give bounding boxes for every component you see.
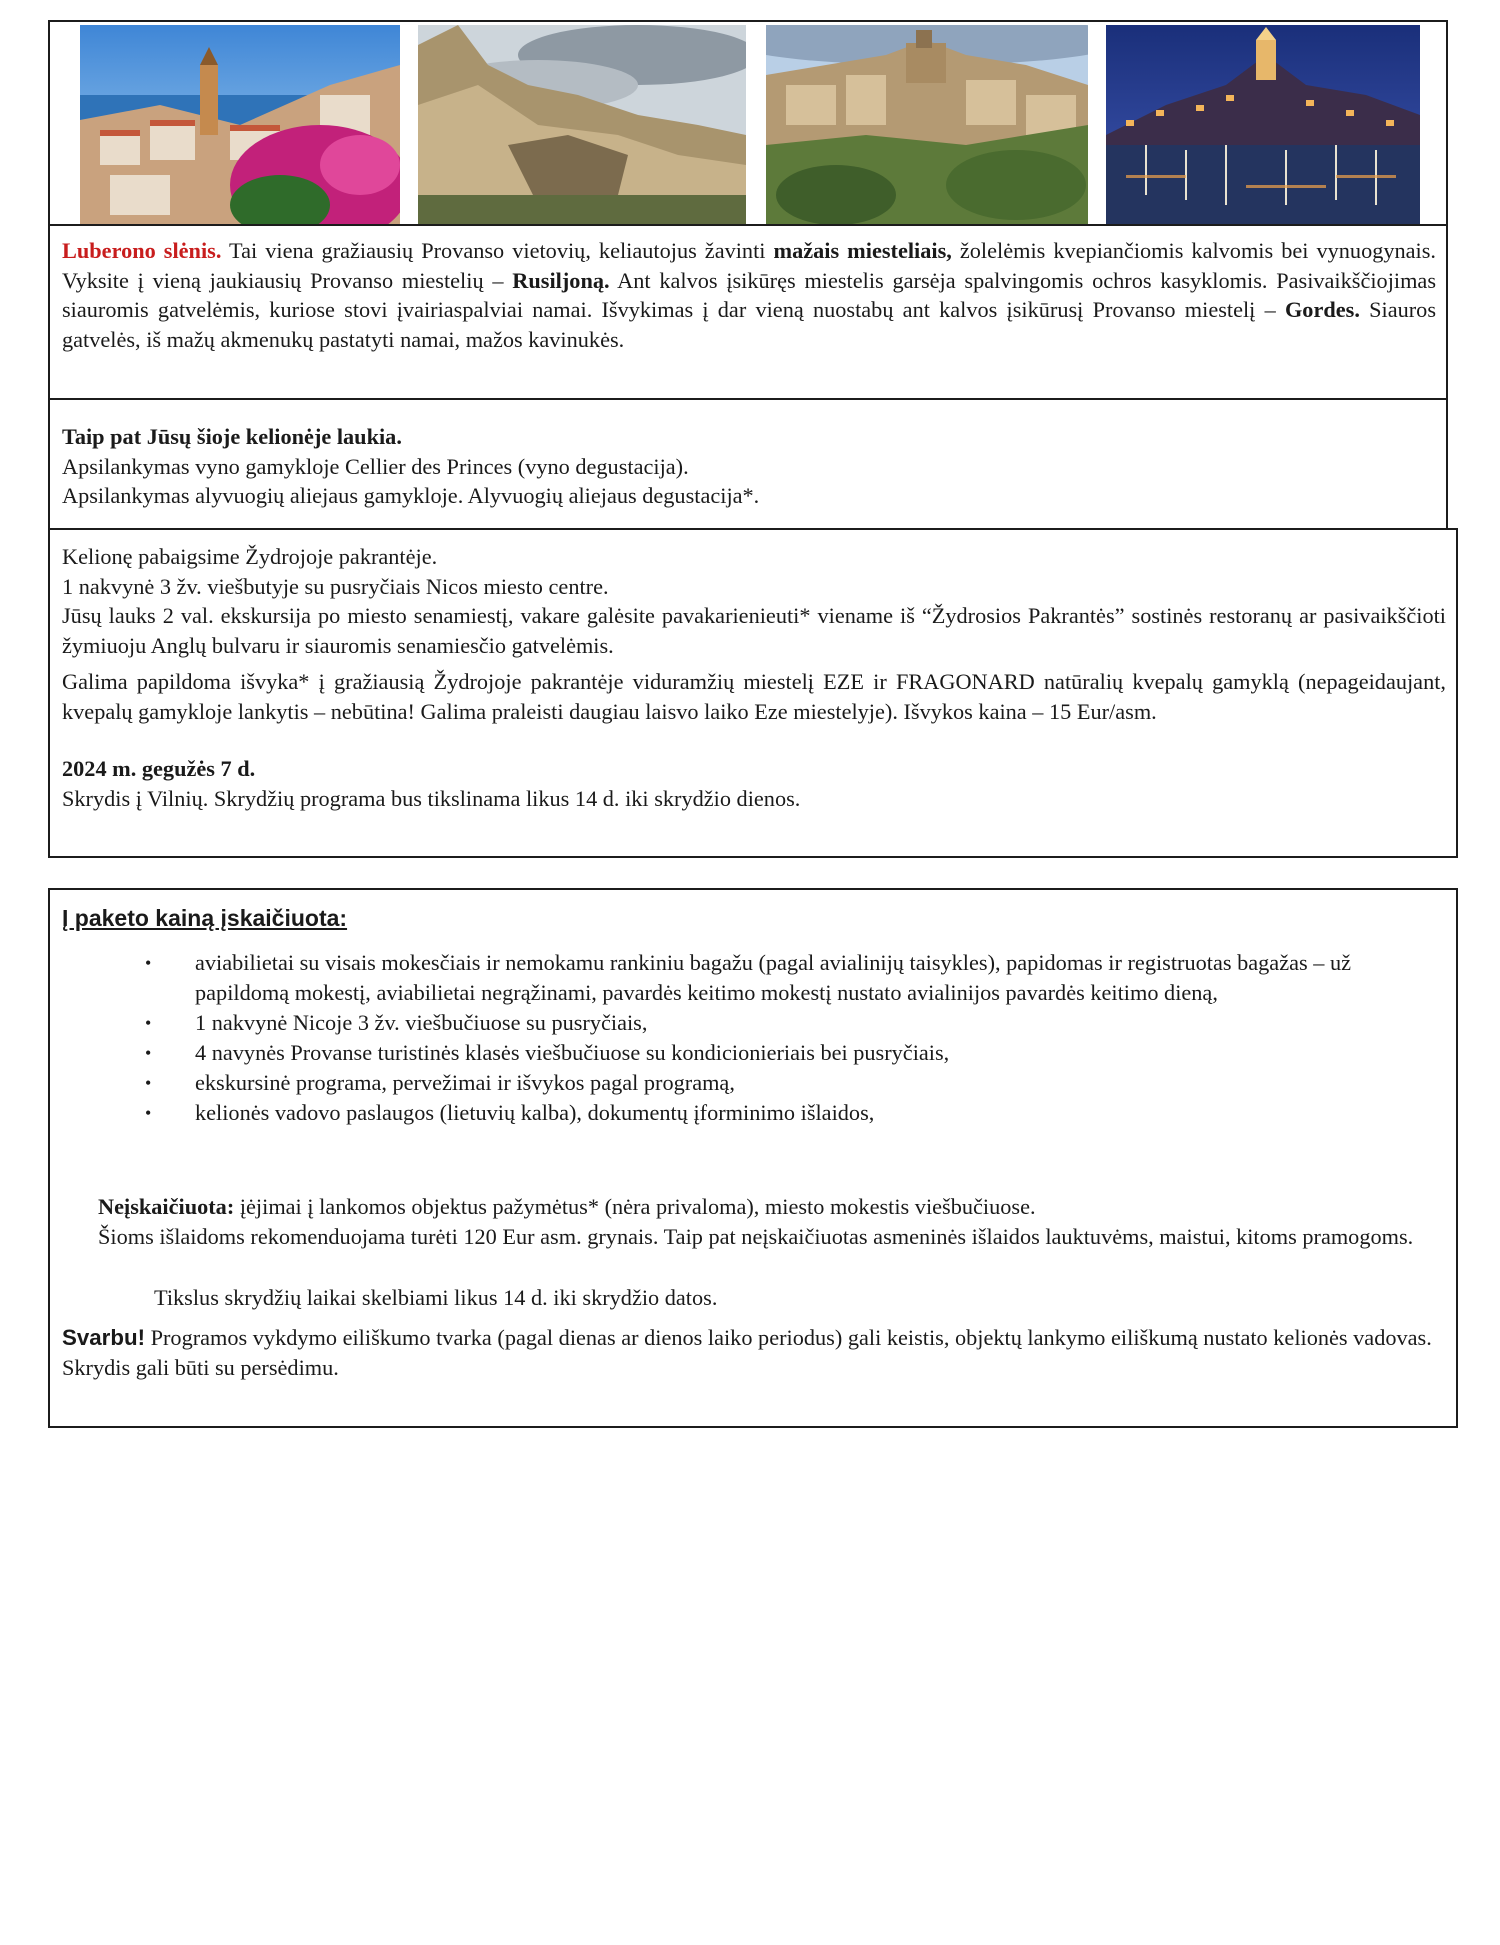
also-line-wine: Apsilankymas vyno gamykloje Cellier des Princes (vyno degustacija). — [62, 453, 689, 479]
also-heading: Taip pat Jūsų šioje kelionėje laukia. — [62, 424, 402, 449]
hilltop-village-photo — [766, 25, 1088, 225]
luberon-bold-towns: mažais miesteliais, — [773, 238, 952, 263]
nice-content — [62, 542, 1446, 813]
nice-line-end: Kelionę pabaigsime Žydrojoje pakrantėje. — [62, 544, 438, 569]
list-item — [145, 1038, 1405, 1068]
nice-date: 2024 m. gegužės 7 d. — [62, 756, 256, 781]
list-item — [145, 948, 1405, 1008]
list-item-text: kelionės vadovo paslaugos (lietuvių kalba), dokumentų įforminimo išlaidos, — [195, 1100, 875, 1125]
luberon-text: Tai viena gražiausių Provanso vietovių, keliautojus žavinti — [221, 238, 774, 263]
bullet-icon: • — [145, 953, 152, 973]
excluded-more: Šioms išlaidoms rekomenduojama turėti 120 Eur asm. grynais. Taip pat neįskaičiuotas asmeninės išlaidos lauktuvėms, maistui, kitoms pramogoms. — [98, 1223, 1414, 1249]
nice-paragraph-eze: Galima papildoma išvyka* į gražiausią Žydrojoje pakrantėje viduramžių miestelį EZE ir FRAGONARD natūralių kvepalų gamyklą (nepageidaujant, kvepalų gamykloje lankytis – nebūtina! Galima praleisti daugiau laisvo laiko Eze miestelyje). Išvykos kaina – 15 Eur/asm. — [62, 669, 1446, 724]
list-item — [145, 1008, 1405, 1038]
photo-strip — [48, 20, 1448, 226]
luberon-bold-gordes: Gordes. — [1284, 297, 1360, 322]
also-content — [62, 422, 1432, 511]
excluded-text: įėjimai į lankomos objektus pažymėtus* (nėra privaloma), miesto mokestis viešbučiuose. — [234, 1194, 1036, 1219]
luberon-text: žolelėmis kvepiančiomis kalvomis bei vynuogynais. Vyksite į vieną jaukiausių Provanso miestelių – — [62, 238, 1437, 293]
excluded-label: Neįskaičiuota: — [98, 1194, 235, 1219]
important-text: Programos vykdymo eiliškumo tvarka (pagal dienas ar dienos laiko periodus) gali keistis, objektų lankymo eiliškumą nustato kelionės vadovas. Skrydis gali būti su persėdimu. — [62, 1325, 1432, 1380]
luberon-text: Siauros gatvelės, iš mažų akmenukų pastatyti namai, mažos kavinukės. — [62, 297, 1436, 352]
nice-flight: Skrydis į Vilnių. Skrydžių programa bus tikslinama likus 14 d. iki skrydžio dienos. — [62, 785, 801, 811]
bullet-icon: • — [145, 1103, 152, 1123]
nice-paragraph-tour: Jūsų lauks 2 val. ekskursija po miesto senamiestį, vakare galėsite pavakarienieuti* viename iš “Žydrosios Pakrantės” sostinės restoranų ar pasivaikščioti žymiuoju Anglų bulvaru ir siauromis senamiesčio gatvelėmis. — [62, 603, 1446, 658]
nice-line-hotel: 1 nakvynė 3 žv. viešbutyje su pusryčiais Nicos miesto centre. — [62, 573, 609, 599]
excluded-block — [98, 1192, 1438, 1251]
also-section — [48, 398, 1448, 530]
package-section — [48, 888, 1458, 1428]
harbor-night-photo — [1106, 25, 1420, 225]
list-item — [145, 1098, 1405, 1128]
luberon-paragraph — [62, 236, 1436, 354]
rocky-cliffs-photo — [418, 25, 746, 225]
important-label: Svarbu! — [62, 1325, 146, 1350]
included-list — [145, 948, 1405, 1128]
list-item-text: ekskursinė programa, pervežimai ir išvykos pagal programą, — [195, 1070, 735, 1095]
flight-times-note: Tikslus skrydžių laikai skelbiami likus 14 d. iki skrydžio datos. — [154, 1285, 718, 1310]
bullet-icon: • — [145, 1043, 152, 1063]
important-block — [62, 1323, 1446, 1382]
luberon-section — [48, 224, 1448, 400]
luberon-title: Luberono slėnis. — [62, 238, 222, 263]
nice-section — [48, 528, 1458, 858]
package-heading: Į paketo kainą įskaičiuota: — [62, 905, 348, 931]
bullet-icon: • — [145, 1073, 152, 1093]
luberon-bold-roussillon: Rusiljoną. — [512, 267, 610, 293]
list-item-text: 1 nakvynė Nicoje 3 žv. viešbučiuose su pusryčiais, — [195, 1010, 648, 1035]
also-line-olive: Apsilankymas alyvuogių aliejaus gamykloje. Alyvuogių aliejaus degustacija*. — [62, 483, 760, 508]
bullet-icon: • — [145, 1013, 152, 1033]
coastal-village-photo — [80, 25, 400, 225]
list-item-text: aviabilietai su visais mokesčiais ir nemokamu rankiniu bagažu (pagal avialinijų taisykles), papidomas ir registruotas bagažas – už papildomą mokestį, aviabilietai negrąžinami, pavardės keitimo mokestį nustato avialinijos pavardės keitimo dieną, — [195, 950, 1352, 1005]
luberon-text: Ant kalvos įsikūręs miestelis garsėja spalvingomis ochros kasyklomis. Pasivaikščiojimas siauromis gatvelėmis, kuriose stovi įvairiaspalviai namai. Išvykimas į dar vieną nuostabų ant kalvos įsikūrusį Provanso miestelį – — [62, 267, 1436, 322]
list-item-text: 4 navynės Provanse turistinės klasės viešbučiuose su kondicionieriais bei pusryčiais, — [195, 1040, 950, 1065]
list-item — [145, 1068, 1405, 1098]
